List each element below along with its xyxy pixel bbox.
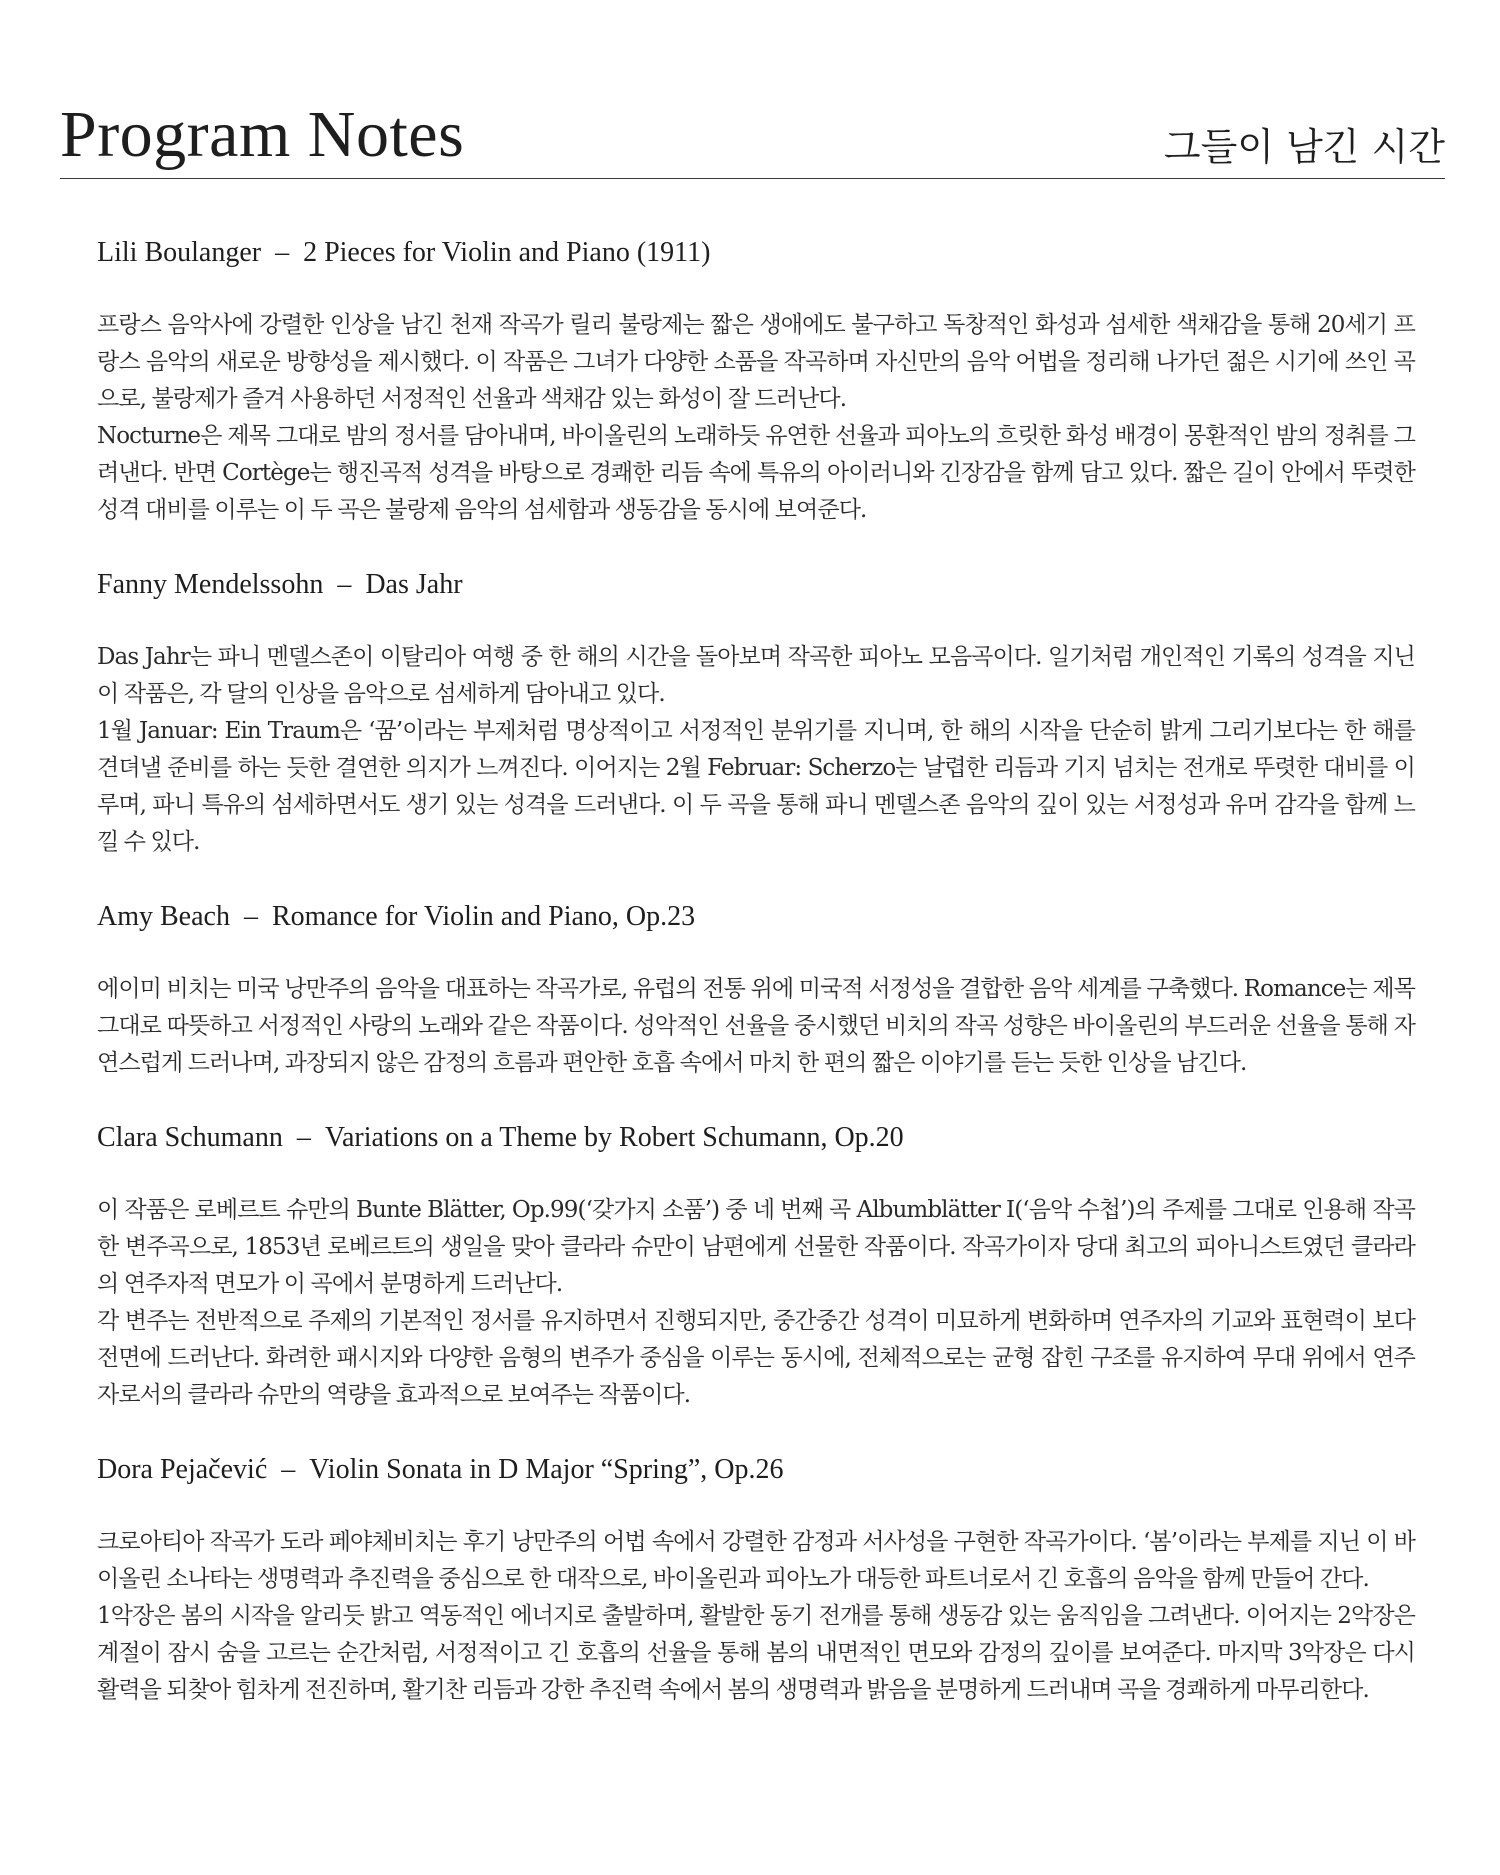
composer-name: Amy Beach — [97, 901, 230, 932]
work-title: Violin Sonata in D Major “Spring”, Op.26 — [309, 1454, 784, 1485]
heading-separator: – — [243, 901, 258, 932]
paragraph: 1월 Januar: Ein Traum은 ‘꿈’이라는 부제처럼 명상적이고 서정적인 분위기를 지니며, 한 해의 시작을 단순히 밝게 그리기보다는 한 해를 견뎌낼 준비를 하는 듯한 결연한 의지가 느껴진다. 이어지는 2월 Februar: Scherzo는 날렵한 리듬과 기지 넘치는 전개로 뚜렷한 대비를 이루며, 파니 특유의 섬세하면서도 생기 있는 성격을 드러낸다. 이 두 곡을 통해 파니 멘델스존 음악의 깊이 있는 서정성과 유머 감각을 함께 느낄 수 있다. — [97, 718, 1415, 855]
work-title: Das Jahr — [365, 569, 463, 600]
piece-beach — [97, 897, 1415, 1082]
piece-heading — [97, 897, 1415, 937]
paragraph: 1악장은 봄의 시작을 알리듯 밝고 역동적인 에너지로 출발하며, 활발한 동기 전개를 통해 생동감 있는 움직임을 그려낸다. 이어지는 2악장은 계절이 잠시 숨을 고르는 순간처럼, 서정적이고 긴 호흡의 선율을 통해 봄의 내면적인 면모와 감정의 깊이를 보여준다. 마지막 3악장은 다시 활력을 되찾아 힘차게 전진하며, 활기찬 리듬과 강한 추진력 속에서 봄의 생명력과 밝음을 분명하게 드러내며 곡을 경쾌하게 마무리한다. — [97, 1603, 1415, 1703]
piece-heading — [97, 1450, 1415, 1490]
piece-schumann — [97, 1118, 1415, 1414]
page-subtitle: 그들이 남긴 시간 — [1163, 125, 1445, 169]
work-title: 2 Pieces for Violin and Piano (1911) — [303, 237, 711, 268]
piece-description — [97, 639, 1415, 861]
heading-separator: – — [275, 237, 290, 268]
paragraph: 크로아티아 작곡가 도라 페야체비치는 후기 낭만주의 어법 속에서 강렬한 감정과 서사성을 구현한 작곡가이다. ‘봄’이라는 부제를 지닌 이 바이올린 소나타는 생명력과 추진력을 중심으로 한 대작으로, 바이올린과 피아노가 대등한 파트너로서 긴 호흡의 음악을 함께 만들어 간다. — [97, 1529, 1415, 1592]
page-header — [60, 92, 1445, 179]
paragraph: 이 작품은 로베르트 슈만의 Bunte Blätter, Op.99(‘갖가지 소품’) 중 네 번째 곡 Albumblätter I(‘음악 수첩’)의 주제를 그대로 인용해 작곡한 변주곡으로, 1853년 로베르트의 생일을 맞아 클라라 슈만이 남편에게 선물한 작품이다. 작곡가이자 당대 최고의 피아니스트였던 클라라의 연주자적 면모가 이 곡에서 분명하게 드러난다. — [97, 1197, 1415, 1297]
heading-separator: – — [337, 569, 352, 600]
paragraph: 에이미 비치는 미국 낭만주의 음악을 대표하는 작곡가로, 유럽의 전통 위에 미국적 서정성을 결합한 음악 세계를 구축했다. Romance는 제목 그대로 따뜻하고 서정적인 사랑의 노래와 같은 작품이다. 성악적인 선율을 중시했던 비치의 작곡 성향은 바이올린의 부드러운 선율을 통해 자연스럽게 드러나며, 과장되지 않은 감정의 흐름과 편안한 호흡 속에서 마치 한 편의 짧은 이야기를 듣는 듯한 인상을 남긴다. — [97, 976, 1415, 1076]
work-title: Romance for Violin and Piano, Op.23 — [271, 901, 696, 932]
piece-boulanger — [97, 233, 1415, 529]
piece-pejacevic — [97, 1450, 1415, 1709]
program-notes-body — [97, 233, 1415, 1745]
composer-name: Lili Boulanger — [97, 237, 262, 268]
page-title: Program Notes — [60, 98, 465, 171]
piece-mendelssohn — [97, 565, 1415, 861]
composer-name: Fanny Mendelssohn — [97, 569, 324, 600]
paragraph: Nocturne은 제목 그대로 밤의 정서를 담아내며, 바이올린의 노래하듯 유연한 선율과 피아노의 흐릿한 화성 배경이 몽환적인 밤의 정취를 그려낸다. 반면 Cortège는 행진곡적 성격을 바탕으로 경쾌한 리듬 속에 특유의 아이러니와 긴장감을 함께 담고 있다. 짧은 길이 안에서 뚜렷한 성격 대비를 이루는 이 두 곡은 불랑제 음악의 섬세함과 생동감을 동시에 보여준다. — [97, 423, 1415, 523]
piece-heading — [97, 233, 1415, 273]
piece-description — [97, 971, 1415, 1082]
composer-name: Dora Pejačević — [97, 1454, 268, 1485]
piece-description — [97, 1192, 1415, 1414]
piece-heading — [97, 565, 1415, 605]
piece-description — [97, 307, 1415, 529]
paragraph: 프랑스 음악사에 강렬한 인상을 남긴 천재 작곡가 릴리 불랑제는 짧은 생애에도 불구하고 독창적인 화성과 섬세한 색채감을 통해 20세기 프랑스 음악의 새로운 방향성을 제시했다. 이 작품은 그녀가 다양한 소품을 작곡하며 자신만의 음악 어법을 정리해 나가던 젊은 시기에 쓰인 곡으로, 불랑제가 즐겨 사용하던 서정적인 선율과 색채감 있는 화성이 잘 드러난다. — [97, 312, 1415, 412]
piece-description — [97, 1524, 1415, 1709]
paragraph: Das Jahr는 파니 멘델스존이 이탈리아 여행 중 한 해의 시간을 돌아보며 작곡한 피아노 모음곡이다. 일기처럼 개인적인 기록의 성격을 지닌 이 작품은, 각 달의 인상을 음악으로 섬세하게 담아내고 있다. — [97, 644, 1415, 707]
heading-separator: – — [296, 1122, 311, 1153]
piece-heading — [97, 1118, 1415, 1158]
work-title: Variations on a Theme by Robert Schumann, Op.20 — [324, 1122, 904, 1153]
composer-name: Clara Schumann — [97, 1122, 283, 1153]
heading-separator: – — [281, 1454, 296, 1485]
paragraph: 각 변주는 전반적으로 주제의 기본적인 정서를 유지하면서 진행되지만, 중간중간 성격이 미묘하게 변화하며 연주자의 기교와 표현력이 보다 전면에 드러난다. 화려한 패시지와 다양한 음형의 변주가 중심을 이루는 동시에, 전체적으로는 균형 잡힌 구조를 유지하여 무대 위에서 연주자로서의 클라라 슈만의 역량을 효과적으로 보여주는 작품이다. — [97, 1308, 1415, 1408]
